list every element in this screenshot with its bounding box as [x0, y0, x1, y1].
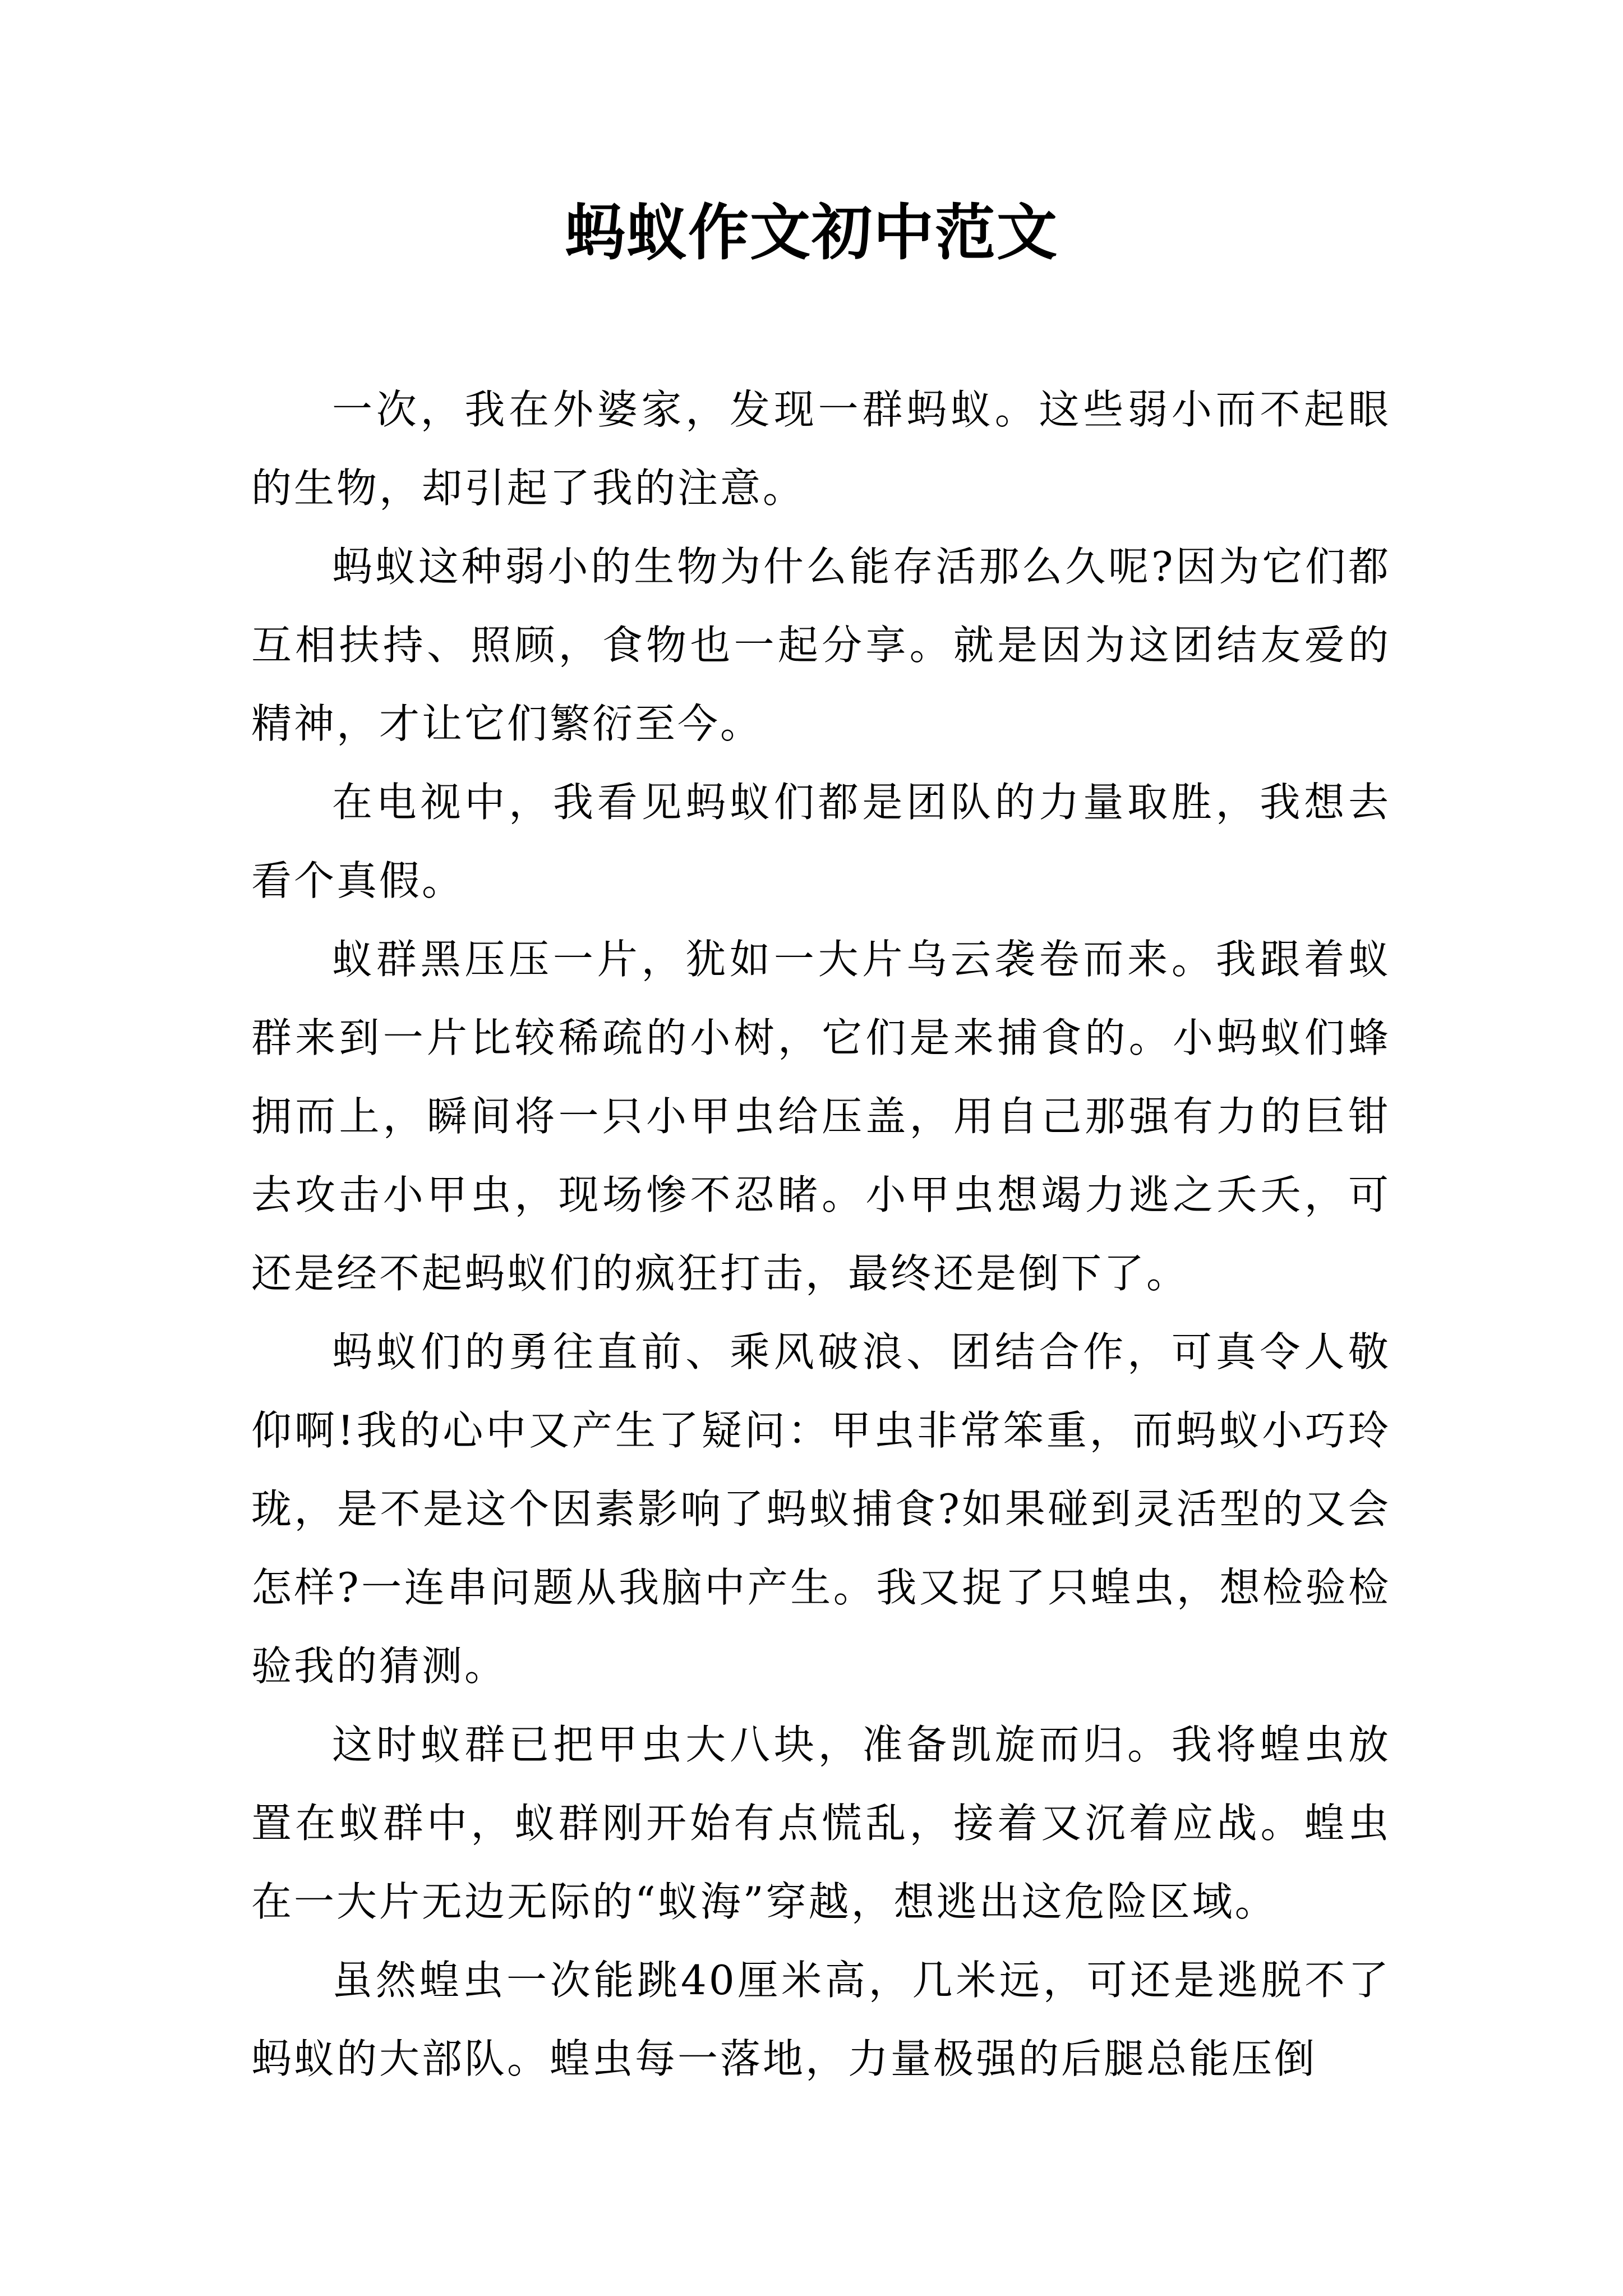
document-body: [251, 370, 1391, 2098]
paragraph: 蚁群黑压压一片，犹如一大片乌云袭卷而来。我跟着蚁群来到一片比较稀疏的小树，它们是来捕食的。小蚂蚁们蜂拥而上，瞬间将一只小甲虫给压盖，用自己那强有力的巨钳去攻击小甲虫，现场惨不忍睹。小甲虫想竭力逃之夭夭，可还是经不起蚂蚁们的疯狂打击，最终还是倒下了。: [251, 936, 1391, 1297]
paragraph: 这时蚁群已把甲虫大八块，准备凯旋而归。我将蝗虫放置在蚁群中，蚁群刚开始有点慌乱，接着又沉着应战。蝗虫在一大片无边无际的“蚁海”穿越，想逃出这危险区域。: [251, 1721, 1391, 1925]
paragraph: 蚂蚁们的勇往直前、乘风破浪、团结合作，可真令人敬仰啊!我的心中又产生了疑问：甲虫非常笨重，而蚂蚁小巧玲珑，是不是这个因素影响了蚂蚁捕食?如果碰到灵活型的又会怎样?一连串问题从我脑中产生。我又捉了只蝗虫，想检验检验我的猜测。: [251, 1328, 1391, 1690]
paragraph: 一次，我在外婆家，发现一群蚂蚁。这些弱小而不起眼的生物，却引起了我的注意。: [251, 386, 1391, 512]
document-title: 蚂蚁作文初中范文: [564, 197, 1058, 268]
paragraph: 蚂蚁这种弱小的生物为什么能存活那么久呢?因为它们都互相扶持、照顾，食物也一起分享。就是因为这团结友爱的精神，才让它们繁衍至今。: [251, 543, 1391, 747]
paragraph: 虽然蝗虫一次能跳40厘米高，几米远，可还是逃脱不了蚂蚁的大部队。蝗虫每一落地，力量极强的后腿总能压倒: [251, 1957, 1391, 2082]
paragraph: 在电视中，我看见蚂蚁们都是团队的力量取胜，我想去看个真假。: [251, 779, 1391, 904]
